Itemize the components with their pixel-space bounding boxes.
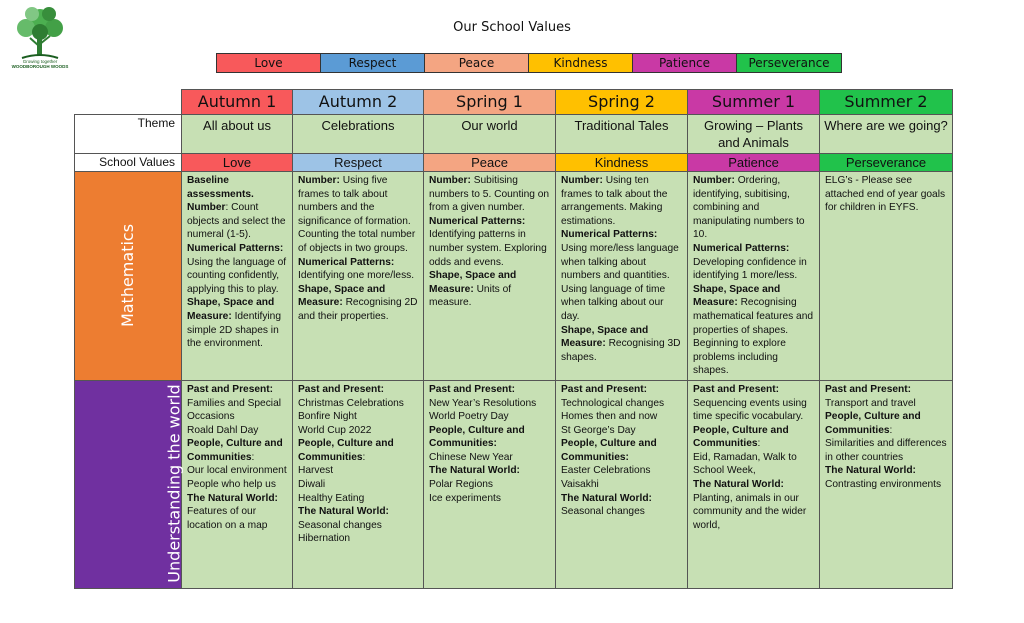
curriculum-table [74,89,953,589]
content-text: Ordering, identifying, subitising, combining and manipulating numbers to 10. [693,175,805,241]
content-text: Identifying one more/less. [298,270,415,282]
content-text: Transport and travel [825,397,916,409]
content-cell [182,380,293,588]
content-text: Diwali [298,479,326,491]
school-values-label: School Values [75,154,182,172]
content-line [561,505,682,519]
content-line [298,532,418,546]
content-text: : [362,451,366,463]
content-line [561,492,682,506]
content-heading: Past and Present: [693,383,780,395]
content-heading: The Natural World: [298,506,389,518]
content-cell [293,172,424,381]
term-autumn-1: Autumn 1 [182,90,293,115]
content-line [298,424,418,438]
content-heading: Past and Present: [825,383,912,395]
content-text: Vaisakhi [561,479,599,491]
content-line [561,228,682,323]
content-text: Developing confidence in identifying 1 more/less. [693,256,807,282]
value-patience: Patience [633,54,737,72]
content-line [561,464,682,478]
content-heading: Number: [561,175,603,186]
empty-corner [75,90,182,115]
content-line [561,397,682,411]
theme-row [75,115,953,154]
content-line [693,424,814,451]
content-line [298,437,418,464]
content-heading: Numerical Patterns: [298,256,395,268]
content-line [561,437,682,464]
content-line [561,383,682,397]
content-line [429,424,550,451]
content-heading: The Natural World: [187,492,278,504]
content-text: Seasonal changes [561,506,645,518]
content-text: St George’s Day [561,424,636,436]
theme-cell: Growing – Plants and Animals [688,115,820,154]
content-text: Roald Dahl Day [187,424,259,436]
content-heading: Past and Present: [298,383,385,395]
page-title: Our School Values [453,20,571,35]
content-line [429,174,550,215]
value-love: Love [217,54,321,72]
content-text: Hibernation [298,533,351,545]
content-text: Contrasting environments [825,479,942,491]
content-line [298,383,418,397]
content-cell [688,380,820,588]
content-line [825,464,947,478]
content-text: Using five frames to talk about numbers and the significance of formation. Counting the total number of objects in two groups. [298,175,416,254]
content-line [187,464,287,478]
content-text: Units of measure. [429,283,512,309]
theme-cell: Where are we going? [820,115,953,154]
content-line [693,492,814,533]
content-line [693,451,814,478]
content-line [187,296,287,350]
content-text: Technological changes [561,397,665,409]
content-heading: Number: [693,175,735,186]
content-line [298,478,418,492]
content-text: Using the language of counting confidently, applying this to play. [187,256,287,295]
content-heading: Past and Present: [187,383,274,395]
content-line [429,478,550,492]
content-text: Harvest [298,465,334,477]
content-line [429,492,550,506]
content-line [187,478,287,492]
content-line [429,269,550,310]
school-value-cell: Patience [688,154,820,172]
content-heading: Shape, Space and Measure: [298,283,386,309]
content-line [187,383,287,397]
content-line [429,397,550,411]
content-heading: People, Culture and Communities [298,438,394,463]
content-line [187,174,287,201]
school-values-row [75,154,953,172]
content-line [825,383,947,397]
content-line [429,451,550,465]
content-heading: Numerical Patterns: [693,242,790,254]
content-line [693,242,814,283]
subject-row-understanding-the-world [75,380,953,588]
theme-cell: Traditional Tales [556,115,688,154]
content-text: Bonfire Night [298,411,357,423]
content-heading: The Natural World: [429,465,520,477]
content-heading: Past and Present: [429,383,516,395]
content-heading: Numerical Patterns: [561,229,658,241]
content-line [187,505,287,532]
content-line [561,478,682,492]
content-line [187,437,287,464]
content-heading: Shape, Space and Measure: [693,283,781,309]
school-value-cell: Love [182,154,293,172]
content-text: Our local environment [187,465,287,477]
theme-cell: Celebrations [293,115,424,154]
content-line [561,424,682,438]
content-text: Christmas Celebrations [298,397,404,409]
content-line [693,478,814,492]
content-line [187,201,287,242]
content-line [298,410,418,424]
term-header-row [75,90,953,115]
content-text: Recognising 3D shapes. [561,338,681,363]
content-line [298,397,418,411]
content-line [187,492,287,506]
values-bar [216,53,842,73]
content-cell [688,172,820,381]
term-spring-2: Spring 2 [556,90,688,115]
subject-name: Mathematics [118,223,138,328]
subject-name: Understanding the world [164,384,184,584]
content-heading: People, Culture and Communities [693,424,789,450]
content-line [429,215,550,269]
content-heading: The Natural World: [561,492,652,504]
value-perseverance: Perseverance [737,54,841,72]
content-line [693,174,814,242]
content-cell [556,380,688,588]
content-text: Identifying simple 2D shapes in the environment. [187,310,282,350]
content-heading: Number: [298,175,340,186]
content-text: Using ten frames to talk about the arrangements. Making estimations. [561,175,668,227]
content-heading: People, Culture and Communities: [561,438,657,463]
content-heading: Number [187,202,226,214]
content-text: Chinese New Year [429,451,513,463]
content-heading: The Natural World: [825,465,916,477]
term-summer-1: Summer 1 [688,90,820,115]
content-line [825,174,947,215]
content-line [693,383,814,397]
content-text: Polar Regions [429,479,493,491]
content-line [187,242,287,296]
content-text: Planting, animals in our community and the wider world, [693,492,807,531]
value-kindness: Kindness [529,54,633,72]
content-cell [820,380,953,588]
content-text: Ice experiments [429,492,501,504]
content-heading: Shape, Space and Measure: [561,324,649,350]
content-line [429,464,550,478]
value-peace: Peace [425,54,529,72]
content-text: Families and Special Occasions [187,397,281,423]
content-text: Recognising mathematical features and properties of shapes. Beginning to explore problems including shapes. [693,297,814,377]
school-value-cell: Peace [424,154,556,172]
content-text: Sequencing events using time specific vocabulary. [693,397,807,423]
term-autumn-2: Autumn 2 [293,90,424,115]
content-text: : Count objects and select the numeral (1-5). [187,202,286,241]
content-line [298,256,418,283]
content-line [298,174,418,256]
content-cell [556,172,688,381]
content-text: Seasonal changes [298,519,382,531]
school-logo [8,2,72,72]
content-line [561,174,682,228]
content-heading: People, Culture and Communities [825,411,921,436]
content-text: Recognising 2D and their properties. [298,297,418,322]
content-cell [820,172,953,381]
school-value-cell: Perseverance [820,154,953,172]
content-heading: The Natural World: [693,479,784,491]
content-heading: People, Culture and Communities: [429,424,525,450]
content-line [825,410,947,437]
school-value-cell: Kindness [556,154,688,172]
content-text: People who help us [187,479,276,491]
content-line [825,437,947,464]
content-text: Similarities and differences in other countries [825,438,947,463]
content-text: Healthy Eating [298,492,365,504]
content-line [187,397,287,424]
logo-tagline: Growing together [22,59,58,64]
term-spring-1: Spring 1 [424,90,556,115]
content-text: Eid, Ramadan, Walk to School Week, [693,451,797,477]
content-text: Identifying patterns in number system. Exploring odds and evens. [429,229,547,268]
value-respect: Respect [321,54,425,72]
content-heading: People, Culture and Communities [187,438,283,463]
subject-label-mathematics [75,172,182,381]
content-line [561,324,682,365]
content-cell [424,380,556,588]
theme-cell: All about us [182,115,293,154]
content-text: World Cup 2022 [298,424,372,436]
content-cell [293,380,424,588]
content-text: Features of our location on a map [187,506,268,531]
content-heading: Numerical Patterns: [429,215,526,227]
content-text: Using more/less language when talking about numbers and quantities. Using language of time when talking about our day. [561,242,679,322]
content-line [298,464,418,478]
content-text: : [889,424,893,436]
content-line [429,410,550,424]
content-text: Subitising numbers to 5. Counting on from a given number. [429,175,550,214]
theme-label: Theme [75,115,182,154]
content-heading: Shape, Space and Measure: [187,297,275,322]
content-line [187,424,287,438]
term-summer-2: Summer 2 [820,90,953,115]
subject-label-understanding-the-world [75,380,182,588]
logo-name: WOODBOROUGH WOODS [11,64,69,69]
subject-row-mathematics [75,172,953,381]
theme-cell: Our world [424,115,556,154]
content-heading: Baseline assessments. [187,175,254,200]
content-cell [424,172,556,381]
content-line [298,492,418,506]
content-line [693,397,814,424]
content-heading: Numerical Patterns: [187,242,284,254]
content-text: : [251,451,255,463]
content-line [298,283,418,324]
content-cell [182,172,293,381]
content-line [561,410,682,424]
content-line [429,383,550,397]
content-text: ELG’s - Please see attached end of year goals for children in EYFS. [825,175,946,214]
content-heading: Past and Present: [561,383,648,395]
content-text: Easter Celebrations [561,465,651,477]
content-text: : [757,438,761,450]
content-heading: Number: [429,175,471,186]
content-line [298,505,418,519]
content-text: Homes then and now [561,411,658,423]
content-line [825,478,947,492]
school-value-cell: Respect [293,154,424,172]
content-text: World Poetry Day [429,411,509,423]
content-heading: Shape, Space and Measure: [429,270,517,295]
content-text: New Year’s Resolutions [429,397,537,409]
content-line [298,519,418,533]
content-line [693,283,814,378]
content-line [825,397,947,411]
